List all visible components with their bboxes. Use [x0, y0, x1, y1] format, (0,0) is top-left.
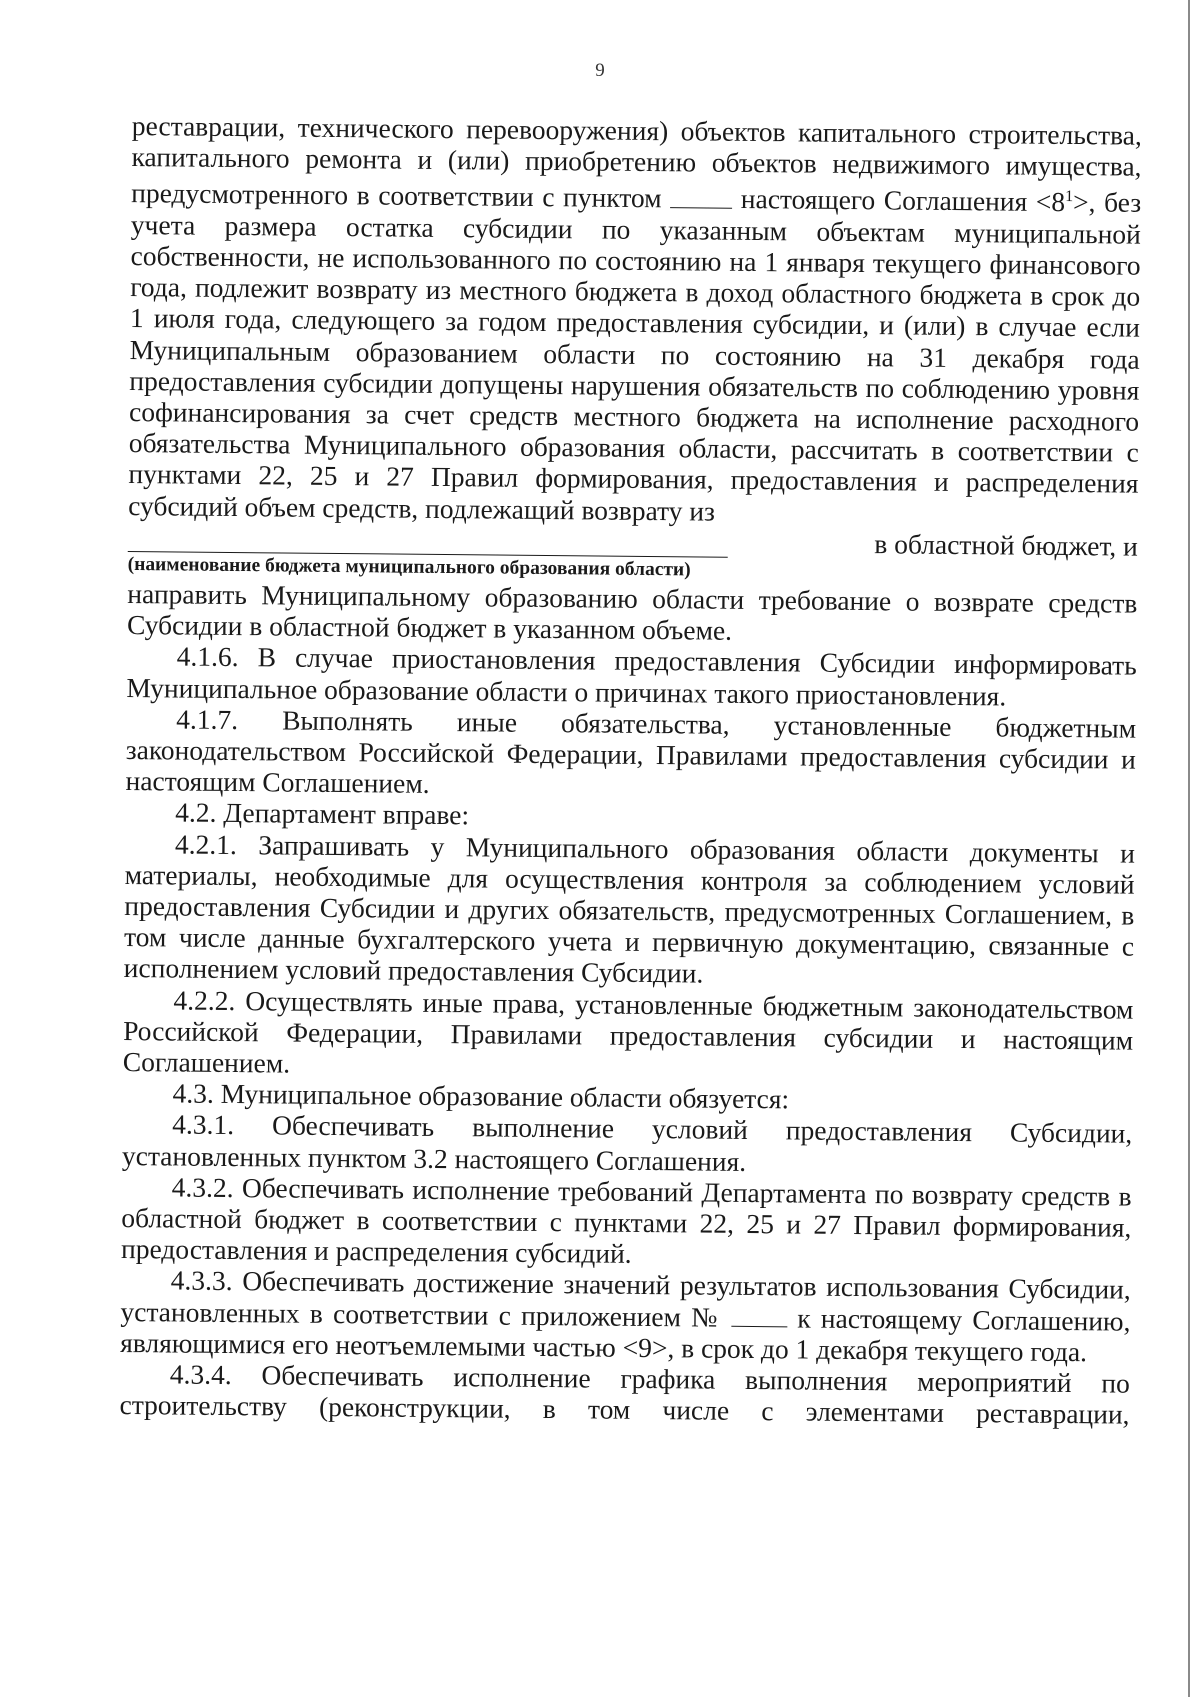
- paragraph-4-3-1: 4.3.1. Обеспечивать выполнение условий предоставления Субсидии, установленных пунктом 3.2 настоящего Соглашения.: [121, 1108, 1133, 1177]
- paragraph-text: 4.3.3. Обеспечивать достижение значений результатов использования Субсидии, установленных в соответствии с приложением №: [120, 1264, 1131, 1333]
- budget-row-tail: в областной бюджет, и: [874, 527, 1139, 562]
- paragraph-text: реставрации, технического перевооружения) объектов капитального строительства, капитального ремонта и (или) приобретению объектов недвижимого имущества, предусмотренного в соответствии с пунктом: [131, 110, 1142, 214]
- paragraph-refund-continuation: [128, 110, 1142, 530]
- paragraph-4-3-4: 4.3.4. Обеспечивать исполнение графика выполнения мероприятий по строительству (реконструкции, в том числе с элементами реставрации,: [119, 1358, 1130, 1430]
- budget-field-caption: (наименование бюджета муниципального образования области): [127, 553, 691, 581]
- paragraph-refund-end: направить Муниципальному образованию области требование о возврате средств Субсидии в областной бюджет в указанном объеме.: [126, 577, 1138, 646]
- document-body: [119, 110, 1142, 1430]
- blank-field-item-number: [670, 206, 732, 209]
- paragraph-4-2-2: 4.2.2. Осуществлять иные права, установленные бюджетным законодательством Российской Федерации, Правилами предоставления субсидии и настоящим Соглашением.: [122, 984, 1134, 1079]
- paragraph-text: >, без учета размера остатка субсидии по указанным объектам муниципальной собственности, не использованного по состоянию на 1 января текущего финансового года, подлежит возврату из местного бюджета в доход областного бюджета в срок до 1 июля года, следующего за годом предоставления субсидии, и (или) в случае если Муниципальным образованием области по состоянию на 31 декабря года предоставления субсидии допущены нарушения обязательств по соблюдению уровня софинансирования за счет средств местного бюджета на исполнение расходного обязательства Муниципального образования области, рассчитать в соответствии с пунктами 22, 25 и 27 Правил формирования, предоставления и распределения субсидий объем средств, подлежащий возврату из: [128, 186, 1142, 527]
- paragraph-4-2: 4.2. Департамент вправе:: [175, 796, 470, 831]
- footnote-superscript: 1: [1065, 188, 1074, 206]
- paragraph-4-3: 4.3. Муниципальное образование области обязуется:: [172, 1077, 790, 1115]
- paragraph-4-1-6: 4.1.6. В случае приостановления предоставления Субсидии информировать Муниципальное образование области о причинах такого приостановления.: [126, 640, 1137, 712]
- paragraph-4-3-2: 4.3.2. Обеспечивать исполнение требований Департамента по возврату средств в областной бюджет в соответствии с пунктами 22, 25 и 27 Правил формирования, предоставления и распределения субсидий.: [120, 1171, 1132, 1270]
- paragraph-text: к настоящему Соглашению, являющимися его неотъемлемыми частью <9>, в срок до 1 декабря текущего года.: [120, 1302, 1131, 1368]
- paragraph-4-2-1: 4.2.1. Запрашивать у Муниципального образования области документы и материалы, необходимые для осуществления контроля за соблюдением условий предоставления Субсидии и других обязательств, предусмотренных Соглашением, в том числе данные бухгалтерского учета и первичную документацию, связанные с исполнением условий предоставления Субсидии.: [123, 828, 1136, 989]
- paragraph-text: настоящего Соглашения <8: [740, 183, 1066, 218]
- blank-field-budget-name: [128, 529, 728, 558]
- paragraph-4-3-3: [120, 1264, 1131, 1367]
- page-number: 9: [595, 60, 605, 81]
- paragraph-4-1-7: 4.1.7. Выполнять иные обязательства, установленные бюджетным законодательством Российской Федерации, Правилами предоставления субсидии и настоящим Соглашением.: [125, 703, 1137, 800]
- blank-field-appendix-number: [731, 1324, 787, 1327]
- page-edge-line: [1188, 0, 1190, 1697]
